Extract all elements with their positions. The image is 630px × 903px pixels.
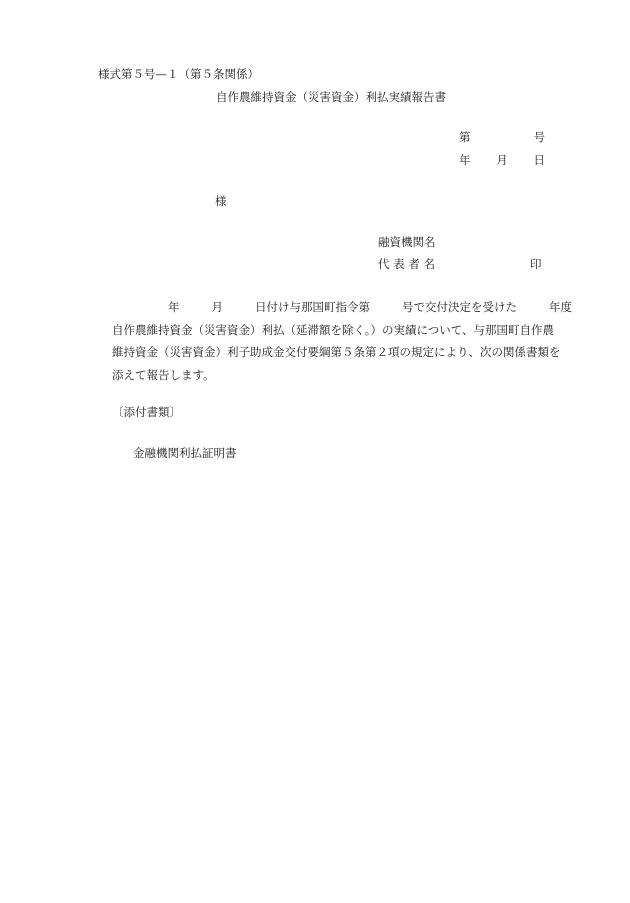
attachments-header: 〔添付書類〕 <box>112 405 181 419</box>
addressee-honorific: 様 <box>215 194 227 208</box>
date-month: 月 <box>496 153 508 167</box>
body-decision: 号で交付決定を受けた <box>402 300 517 314</box>
body-line-1 <box>112 296 572 319</box>
body-line-3: 維持資金（災害資金）利子助成金交付要綱第５条第２項の規定により、次の関係書類を <box>112 345 561 359</box>
number-prefix: 第 <box>459 130 471 144</box>
seal-mark: 印 <box>530 257 542 271</box>
date-day: 日 <box>533 153 545 167</box>
body-line-4: 添えて報告します。 <box>112 367 215 382</box>
body-year: 年 <box>168 300 180 314</box>
representative-name-label: 代 表 者 名 <box>378 257 435 271</box>
attachment-item: 金融機関利払証明書 <box>133 446 237 460</box>
institution-name-label: 融資機関名 <box>378 235 436 249</box>
body-line-2: 自作農維持資金（災害資金）利払（延滞額を除く。）の実績について、与那国町自作農 <box>112 322 555 337</box>
number-suffix: 号 <box>533 130 545 144</box>
document-title: 自作農維持資金（災害資金）利払実績報告書 <box>216 90 446 104</box>
document-number-line <box>459 129 545 145</box>
date-year: 年 <box>459 153 471 167</box>
body-directive: 日付け与那国町指令第 <box>255 300 370 314</box>
document-date-line <box>459 152 545 168</box>
form-number: 様式第５号—１（第５条関係） <box>98 67 259 81</box>
report-body <box>112 296 572 386</box>
body-month: 月 <box>211 300 223 314</box>
body-fiscal-year: 年度 <box>549 300 572 314</box>
